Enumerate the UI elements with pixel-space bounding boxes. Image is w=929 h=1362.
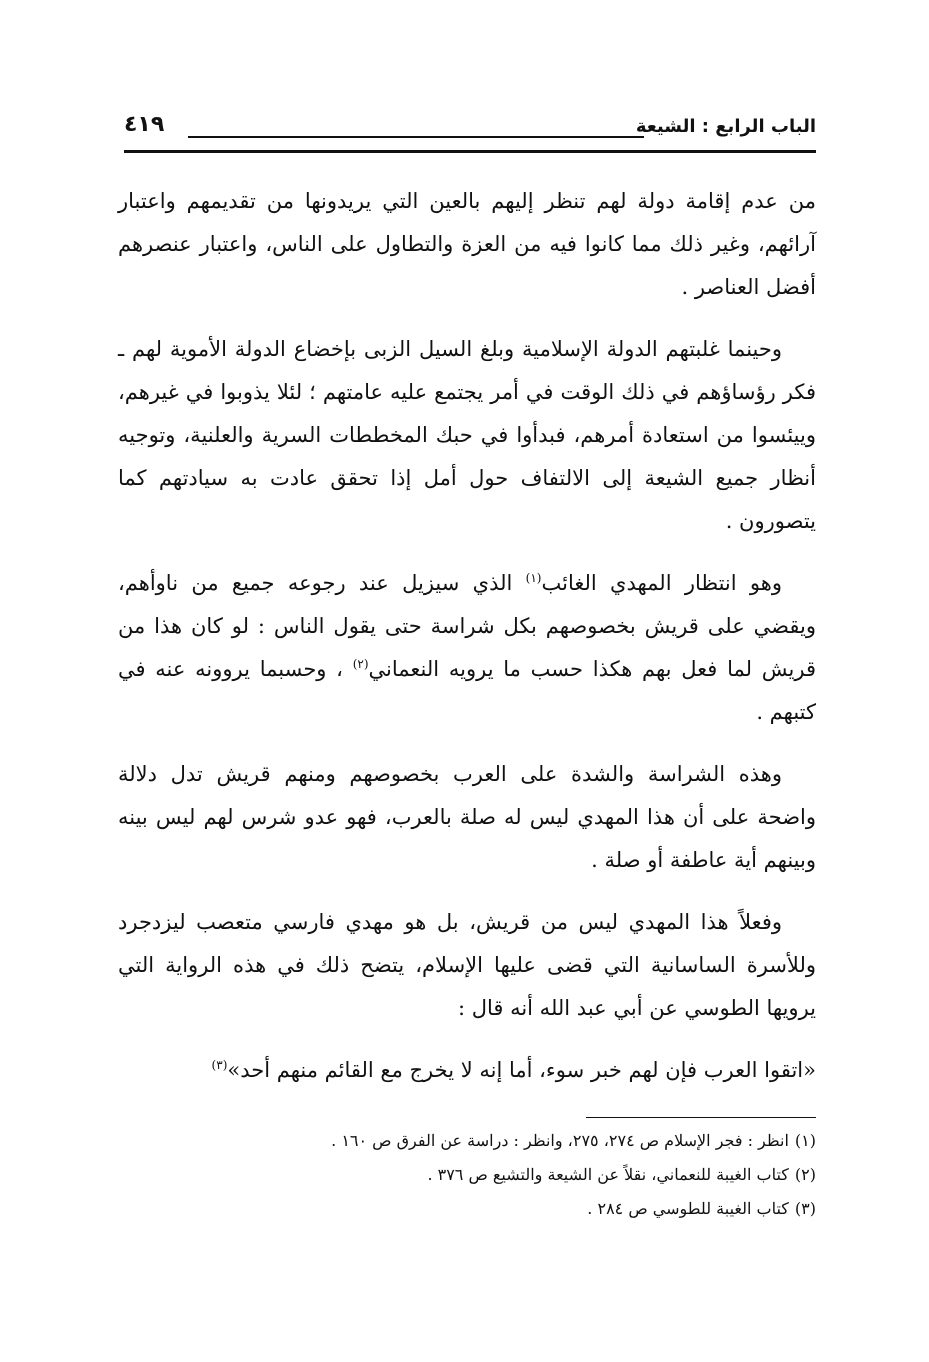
- footnote-text: انظر : فجر الإسلام ص ٢٧٤، ٢٧٥، وانظر : دراسة عن الفرق ص ١٦٠ .: [331, 1131, 789, 1150]
- footnote-1: [200, 1124, 816, 1158]
- footnote-ref-1: (١): [525, 571, 542, 585]
- quotation: [118, 1049, 816, 1092]
- paragraph-3-part-3: ، وحسبما يروونه عنه في كتبهم .: [118, 657, 816, 724]
- footnotes: [200, 1124, 816, 1226]
- paragraph-5: وفعلاً هذا المهدي ليس من قريش، بل هو مهدي فارسي متعصب ليزدجرد وللأسرة الساسانية التي قضى عليها الإسلام، يتضح ذلك في هذه الرواية التي يرويها الطوسي عن أبي عبد الله أنه قال :: [118, 910, 816, 1020]
- paragraph-1: من عدم إقامة دولة لهم تنظر إليهم بالعين التي يريدونها من تقديمهم واعتبار آرائهم، وغير ذلك مما كانوا فيه من العزة والتطاول على الناس، واعتبار عنصرهم أفضل العناصر .: [118, 189, 816, 299]
- footnote-text: كتاب الغيبة للنعماني، نقلاً عن الشيعة والتشيع ص ٣٧٦ .: [427, 1165, 789, 1184]
- main-text: [118, 180, 816, 1111]
- page-header: [124, 112, 816, 150]
- footnote-ref-3: (٣): [211, 1058, 228, 1072]
- footnote-number: (٣): [794, 1199, 816, 1218]
- paragraph-3-part-1: وهو انتظار المهدي الغائب: [541, 571, 782, 595]
- footnote-text: كتاب الغيبة للطوسي ص ٢٨٤ .: [587, 1199, 789, 1218]
- footnote-ref-2: (٢): [352, 657, 369, 671]
- paragraph-2: وحينما غلبتهم الدولة الإسلامية وبلغ السيل الزبى بإخضاع الدولة الأموية لهم ـ فكر رؤساؤهم في ذلك الوقت في أمر يجتمع عليه عامتهم ؛ لئلا يذوبوا في غيرهم، وييئسوا من استعادة أمرهم، فبدأوا في حبك المخططات السرية والعلنية، وتوجيه أنظار جميع الشيعة إلى الالتفاف حول أمل إذا تحقق عادت به سيادتهم كما يتصورون .: [118, 337, 816, 533]
- header-dash-line: [188, 136, 644, 138]
- footnote-rule: [586, 1117, 816, 1118]
- footnote-3: [200, 1192, 816, 1226]
- header-rule: [124, 150, 816, 153]
- paragraph-3-part-2: الذي سيزيل عند رجوعه جميع من ناوأهم، ويقضي على قريش بخصوصهم بكل شراسة حتى يقول الناس : لو كان هذا من قريش لما فعل بهم هكذا حسب ما يرويه النعماني: [118, 571, 816, 681]
- paragraph-4: وهذه الشراسة والشدة على العرب بخصوصهم ومنهم قريش تدل دلالة واضحة على أن هذا المهدي ليس له صلة بالعرب، فهو عدو شرس لهم ليس بينه وبينهم أية عاطفة أو صلة .: [118, 762, 816, 872]
- page-number: ٤١٩: [124, 112, 165, 137]
- footnote-number: (١): [794, 1131, 816, 1150]
- footnote-2: [200, 1158, 816, 1192]
- quotation-text: «اتقوا العرب فإن لهم خبر سوء، أما إنه لا يخرج مع القائم منهم أحد»: [227, 1058, 816, 1082]
- paragraph-3: [118, 562, 816, 734]
- footnote-number: (٢): [794, 1165, 816, 1184]
- chapter-title: الباب الرابع : الشيعة: [635, 116, 816, 137]
